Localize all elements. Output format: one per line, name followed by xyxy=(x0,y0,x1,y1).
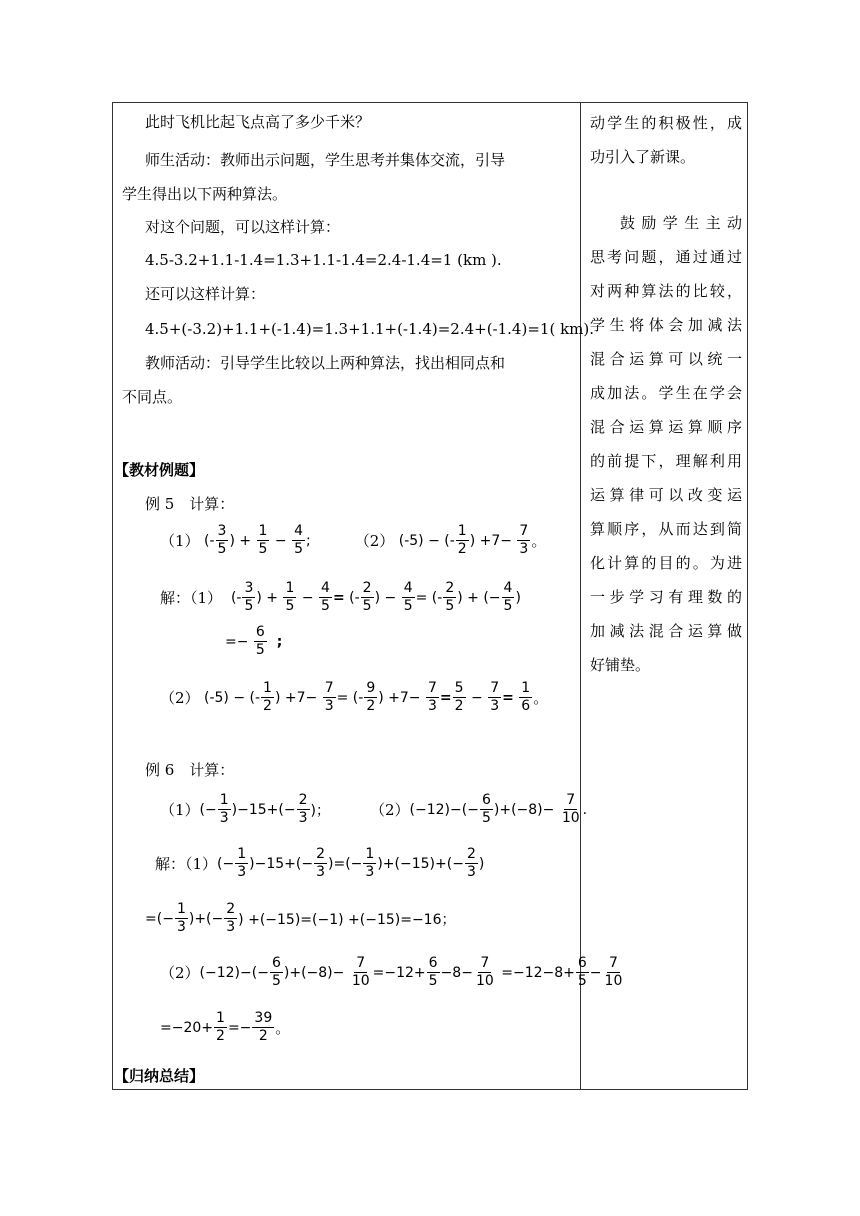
side-line: 混合运算运算顺序 xyxy=(590,418,742,436)
side-line: 动学生的积极性，成 xyxy=(590,114,742,132)
ex5-title: 例 5 计算： xyxy=(145,495,235,513)
ex5-q1-label: （1） xyxy=(160,532,200,550)
ex6-q1-label: （1） xyxy=(160,801,200,819)
side-line: 化计算的目的。为进 xyxy=(590,554,742,572)
side-line: 好铺垫。 xyxy=(590,656,651,674)
ex5-solution-1: 解：（1） (- $\frac{3}{5}$ ) + $\frac{1}{5}$ − $\frac{4}{5}$ = (- $\frac{2}{5}$ ) − $\frac{4}{5}$ = (- $\frac{2}{5}$ ) + (− $\frac{4}{5}$ ) xyxy=(160,580,521,614)
intro-line-9: 不同点。 xyxy=(122,388,183,406)
side-line: 算顺序，从而达到简 xyxy=(590,520,742,538)
intro-line-3: 学生得出以下两种算法。 xyxy=(122,185,288,203)
ex6-solution-1: 解：（1） (− $\frac{1}{3}$ )−15+(− $\frac{2}{3}$ )=(− $\frac{1}{3}$ )+(−15)+(− $\frac{2}{3}$ ) xyxy=(155,846,485,880)
ex5-question-line: （1） (- $\frac{3}{5}$ ) + $\frac{1}{5}$ − $\frac{4}{5}$ ; （2） (-5) − (- $\frac{1}{2}$ ) +7− $\frac{7}{3}$ 。 xyxy=(160,523,547,557)
ex6-q2-label: （2） xyxy=(370,801,410,819)
ex5-solution-2: （2） (-5) − (- $\frac{1}{2}$ ) +7− $\frac{7}{3}$ = (- $\frac{9}{2}$ ) +7− $\frac{7}{3}$ = $\frac{5}{2}$ − $\frac{7}{3}$ = $\frac{1}{6}$ 。 xyxy=(160,680,549,714)
ex5-sol-label: 解：（1） xyxy=(160,589,223,607)
side-line: 学生将体会加减法 xyxy=(590,316,742,334)
side-line: 鼓励学生主动 xyxy=(620,214,742,232)
intro-line-7: 4.5+(-3.2)+1.1+(-1.4)=1.3+1.1+(-1.4)=2.4+(-1.4)=1( km). xyxy=(145,320,594,338)
section-examples-heading: 【教材例题】 xyxy=(114,461,205,479)
fraction: $\frac{3}{5}$ xyxy=(217,523,227,557)
side-line: 一步学习有理数的 xyxy=(590,588,742,606)
side-line: 思考问题，通过通过 xyxy=(590,248,742,266)
side-line: 的前提下，理解利用 xyxy=(590,452,742,470)
intro-line-8: 教师活动：引导学生比较以上两种算法，找出相同点和 xyxy=(145,354,506,372)
intro-line-2: 师生活动：教师出示问题，学生思考并集体交流，引导 xyxy=(145,151,506,169)
ex6-solution-2-result: =−20+ $\frac{1}{2}$ =− $\frac{39}{2}$ 。 xyxy=(160,1010,291,1044)
side-note-top xyxy=(590,106,742,174)
side-line: 对两种算法的比较， xyxy=(590,282,742,300)
ex6-p2-label: （2） xyxy=(160,964,200,982)
ex6-solution-2: （2） (−12)−(− $\frac{6}{5}$ )+(−8)− $\frac{7}{10}$ =−12+ $\frac{6}{5}$ −8− $\frac{7}{10}$ =−12−8+ $\frac{6}{5}$ − $\frac{7}{10}$ xyxy=(160,955,623,989)
ex5-q2-label: （2） xyxy=(354,532,395,550)
side-note-main xyxy=(590,206,742,682)
side-line: 加减法混合运算做 xyxy=(590,622,742,640)
ex6-solution-1-cont: =(− $\frac{1}{3}$ )+(− $\frac{2}{3}$ ) +(−15)=(−1) +(−15)=−16； xyxy=(145,901,456,935)
side-line: 成加法。学生在学会 xyxy=(590,384,742,402)
side-line: 运算律可以改变运 xyxy=(590,486,742,504)
side-line: 混合运算可以统一 xyxy=(590,350,742,368)
intro-line-6: 还可以这样计算： xyxy=(145,285,266,303)
section-summary-heading: 【归纳总结】 xyxy=(114,1067,205,1085)
ex5-solution-1-result: =− $\frac{6}{5}$ ; xyxy=(225,624,283,658)
intro-line-5: 4.5-3.2+1.1-1.4=1.3+1.1-1.4=2.4-1.4=1 (km ). xyxy=(145,251,502,269)
ex6-sol-label: 解：（1） xyxy=(155,855,218,873)
intro-line-1: 此时飞机比起飞点高了多少千米？ xyxy=(145,113,371,131)
intro-line-4: 对这个问题，可以这样计算： xyxy=(145,218,341,236)
column-divider xyxy=(580,102,581,1090)
ex6-question-line: （1） (− $\frac{1}{3}$ )−15+(− $\frac{2}{3}$ )； （2） (−12)−(− $\frac{6}{5}$ )+(−8)− $\frac{7}{10}$ . xyxy=(160,792,588,826)
side-line: 功引入了新课。 xyxy=(590,148,696,166)
ex6-title: 例 6 计算： xyxy=(145,761,235,779)
ex5-p2-label: （2） xyxy=(160,689,200,707)
